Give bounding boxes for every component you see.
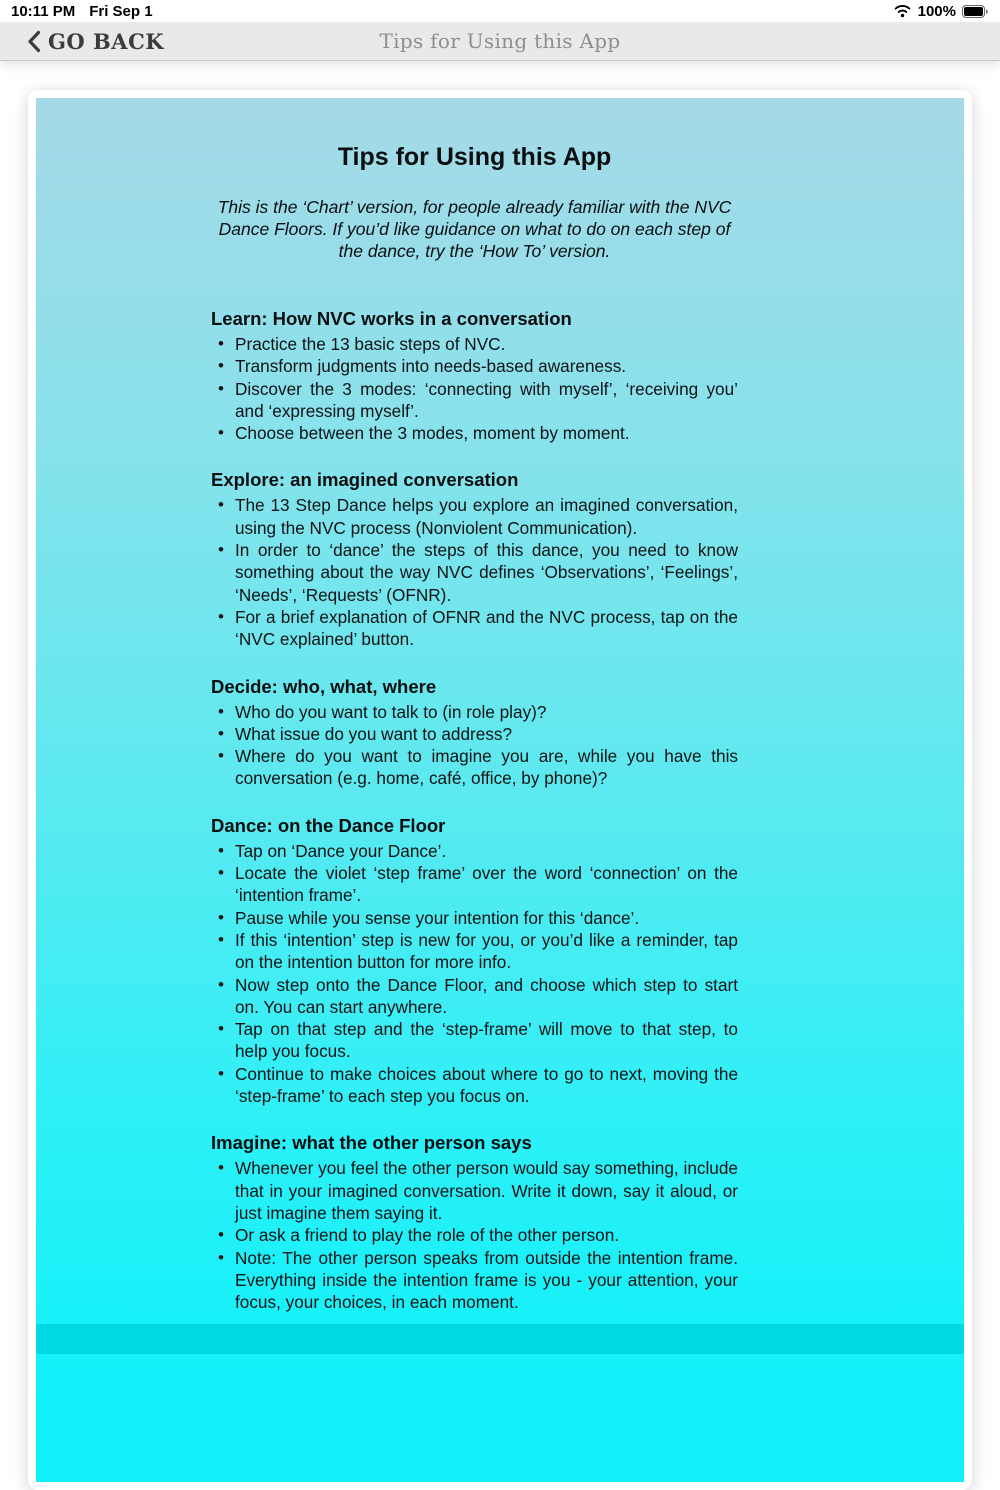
page-title: Tips for Using this App	[337, 143, 612, 171]
status-date: Fri Sep 1	[89, 2, 153, 20]
intro-paragraph: This is the ‘Chart’ version, for people already familiar with the NVC Dance Floors. If you’d like guidance on what to do on each step of the dance, try the ‘How To’ version.	[217, 197, 732, 261]
section-heading: Decide: who, what, where	[211, 675, 437, 697]
status-time: 10:11 PM	[11, 2, 76, 20]
bullet-icon: •	[218, 1019, 224, 1039]
bullet-item	[211, 378, 738, 423]
tips-section	[211, 673, 738, 790]
section-heading: Learn: How NVC works in a conversation	[211, 308, 572, 329]
bullet-item	[211, 974, 738, 1019]
section-heading: Imagine: what the other person says	[211, 1132, 532, 1154]
bullet-item	[211, 745, 738, 790]
bottom-edge-strip	[36, 1324, 964, 1354]
bullet-item	[211, 494, 738, 539]
bullet-item	[211, 1247, 738, 1314]
tips-card	[28, 90, 972, 1490]
bullet-text: Choose between the 3 modes, moment by moment.	[235, 423, 630, 444]
section-bullet-list	[211, 494, 738, 650]
tips-section	[211, 812, 738, 1108]
section-bullet-list	[211, 701, 738, 790]
bullet-icon: •	[218, 606, 224, 626]
bullet-icon: •	[218, 423, 224, 443]
bullet-item	[211, 422, 738, 444]
bullet-text: Whenever you feel the other person would say something, include that in your imagined conversation. Write it down, say it aloud, or just imagine them saying it.	[235, 1158, 738, 1223]
tips-scroll-content[interactable]	[36, 98, 964, 1482]
bullet-icon: •	[218, 723, 224, 743]
bullet-icon: •	[218, 1063, 224, 1083]
go-back-label: GO BACK	[48, 28, 165, 54]
bullet-item	[211, 1063, 738, 1108]
tips-section	[211, 305, 738, 444]
bullet-icon: •	[218, 1158, 224, 1178]
section-heading: Dance: on the Dance Floor	[211, 814, 446, 836]
go-back-button[interactable]	[27, 22, 164, 60]
bullet-item	[211, 539, 738, 606]
bullet-text: Now step onto the Dance Floor, and choose which step to start on. You can start anywhere.	[235, 974, 738, 1017]
bullet-text: What issue do you want to address?	[235, 723, 513, 744]
bullet-text: Locate the violet ‘step frame’ over the word ‘connection’ on the ‘intention frame’.	[235, 863, 738, 906]
bullet-text: Tap on ‘Dance your Dance’.	[235, 840, 447, 861]
nav-title: Tips for Using this App	[379, 29, 621, 53]
bullet-item	[211, 723, 738, 745]
nav-bar	[0, 22, 1000, 61]
bullet-text: Discover the 3 modes: ‘connecting with myself’, ‘receiving you’ and ‘expressing myself’.	[235, 378, 738, 421]
bullet-icon: •	[218, 334, 224, 353]
bullet-text: Continue to make choices about where to go to next, moving the ‘step-frame’ to each step you focus on.	[235, 1063, 738, 1107]
bullet-icon: •	[218, 378, 224, 398]
bullet-text: For a brief explanation of OFNR and the NVC process, tap on the ‘NVC explained’ button.	[235, 606, 738, 650]
bullet-item	[211, 606, 738, 651]
bullet-icon: •	[218, 746, 224, 766]
bullet-icon: •	[218, 495, 224, 515]
bullet-item	[211, 1157, 738, 1224]
section-bullet-list	[211, 333, 738, 444]
bullet-text: Note: The other person speaks from outside the intention frame. Everything inside the intention frame is you - your attention, your focus, your choices, in each moment.	[235, 1247, 738, 1313]
bullet-text: Practice the 13 basic steps of NVC.	[235, 334, 506, 354]
bullet-icon: •	[218, 1247, 224, 1267]
bullet-item	[211, 701, 738, 723]
section-heading: Explore: an imagined conversation	[211, 469, 519, 491]
bullet-text: Who do you want to talk to (in role play)?	[235, 701, 547, 722]
bullet-icon: •	[218, 701, 224, 721]
bullet-text: In order to ‘dance’ the steps of this dance, you need to know something about the way NVC defines ‘Observations’, ‘Feelings’, ‘Needs’, ‘Requests’ (OFNR).	[235, 540, 738, 605]
battery-percent: 100%	[917, 2, 956, 20]
status-bar	[0, 0, 1000, 22]
wifi-icon	[893, 4, 912, 18]
tips-sections	[211, 305, 738, 1313]
bullet-text: Where do you want to imagine you are, while you have this conversation (e.g. home, café, office, by phone)?	[235, 746, 738, 789]
bullet-icon: •	[218, 540, 224, 560]
bullet-icon: •	[218, 974, 224, 994]
bullet-text: The 13 Step Dance helps you explore an imagined conversation, using the NVC process (Nonviolent Communication).	[235, 495, 738, 538]
bullet-icon: •	[218, 1225, 224, 1245]
bullet-text: Tap on that step and the ‘step-frame’ will move to that step, to help you focus.	[235, 1019, 738, 1062]
chevron-left-icon	[27, 30, 41, 53]
bullet-item	[211, 1224, 738, 1246]
bullet-icon: •	[218, 907, 224, 927]
bullet-item	[211, 355, 738, 377]
tips-text-column	[211, 98, 738, 1313]
bullet-text: If this ‘intention’ step is new for you, or you’d like a reminder, tap on the intention button for more info.	[235, 929, 738, 973]
section-bullet-list	[211, 840, 738, 1108]
bullet-icon: •	[218, 929, 224, 949]
battery-icon	[962, 5, 989, 18]
section-bullet-list	[211, 1157, 738, 1313]
bullet-icon: •	[218, 863, 224, 883]
tips-section	[211, 1129, 738, 1313]
bullet-text: Pause while you sense your intention for this ‘dance’.	[235, 907, 640, 928]
bullet-item	[211, 862, 738, 907]
bullet-item	[211, 1018, 738, 1063]
bullet-text: Transform judgments into needs-based awareness.	[235, 356, 627, 377]
bullet-text: Or ask a friend to play the role of the other person.	[235, 1225, 620, 1246]
bullet-item	[211, 333, 738, 355]
bullet-icon: •	[218, 356, 224, 376]
bullet-item	[211, 840, 738, 862]
bullet-icon: •	[218, 840, 224, 860]
bullet-item	[211, 929, 738, 974]
bullet-item	[211, 907, 738, 929]
tips-section	[211, 466, 738, 650]
